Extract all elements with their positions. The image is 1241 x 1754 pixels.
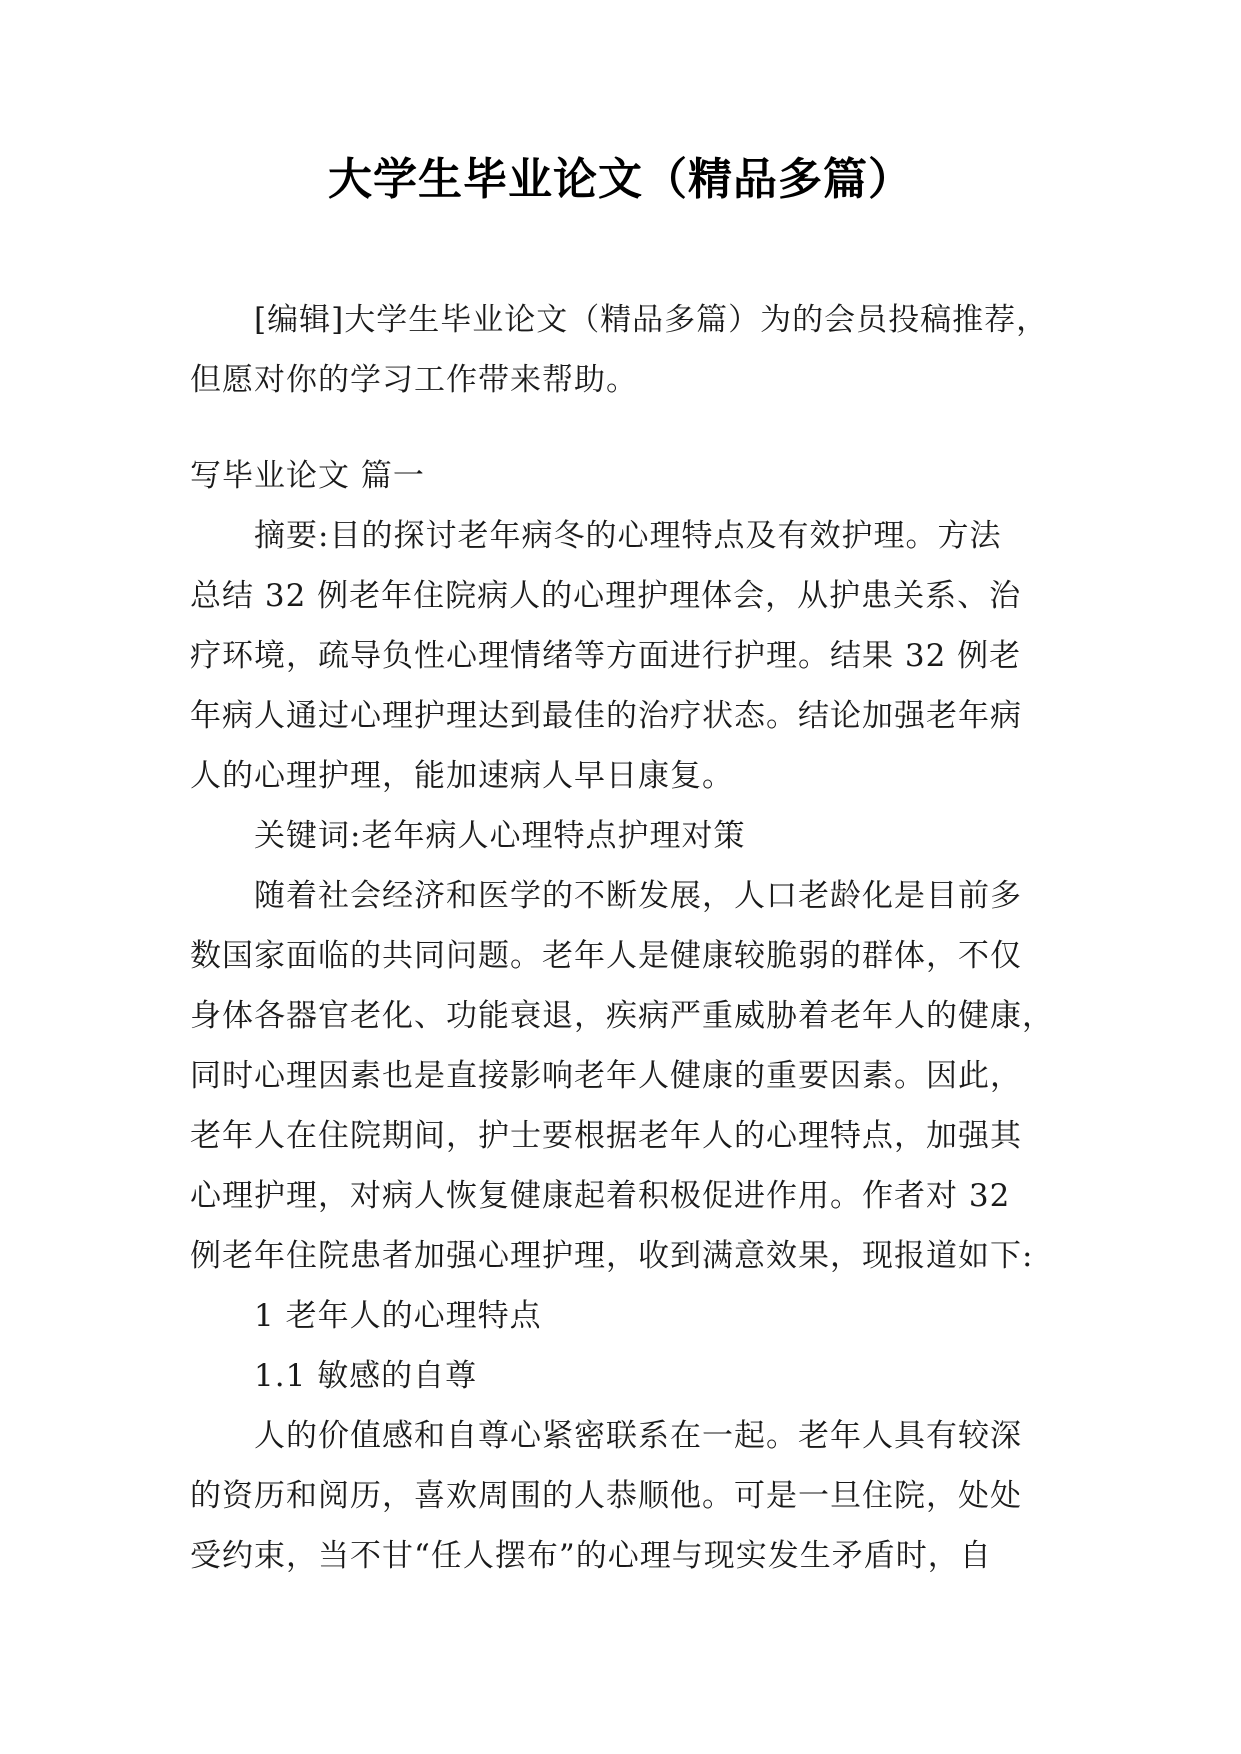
abstract-line: 人的心理护理，能加速病人早日康复。 [190,758,734,794]
heading-1: 1 老年人的心理特点 [254,1298,542,1334]
body-line: 的资历和阅历，喜欢周围的人恭顺他。可是一旦住院，处处 [190,1478,1022,1514]
intro-line: 但愿对你的学习工作带来帮助。 [190,362,638,398]
body-line: 同时心理因素也是直接影响老年人健康的重要因素。因此， [190,1058,1022,1094]
body-line: 人的价值感和自尊心紧密联系在一起。老年人具有较深 [254,1418,1022,1454]
body-line: 例老年住院患者加强心理护理，收到满意效果，现报道如下: [190,1238,1034,1274]
abstract-line: 疗环境，疏导负性心理情绪等方面进行护理。结果 32 例老 [190,638,1022,674]
document-title: 大学生毕业论文（精品多篇） [328,154,913,205]
abstract-line: 总结 32 例老年住院病人的心理护理体会，从护患关系、治 [190,578,1022,614]
keywords-line: 关键词:老年病人心理特点护理对策 [254,818,746,854]
document-body [190,290,1054,1586]
intro-line: [编辑]大学生毕业论文（精品多篇）为的会员投稿推荐， [254,302,1049,338]
abstract-line: 年病人通过心理护理达到最佳的治疗状态。结论加强老年病 [190,698,1022,734]
body-line: 心理护理，对病人恢复健康起着积极促进作用。作者对 32 [190,1178,1011,1214]
abstract-line: 摘要:目的探讨老年病冬的心理特点及有效护理。方法 [254,518,1002,554]
body-line: 受约束，当不甘“任人摆布”的心理与现实发生矛盾时，自 [190,1538,992,1574]
body-line: 身体各器官老化、功能衰退，疾病严重威胁着老年人的健康， [190,998,1054,1034]
heading-1-1: 1.1 敏感的自尊 [254,1358,478,1394]
body-line: 随着社会经济和医学的不断发展，人口老龄化是目前多 [254,878,1022,914]
body-line: 老年人在住院期间，护士要根据老年人的心理特点，加强其 [190,1118,1022,1154]
section-heading: 写毕业论文 篇一 [190,458,425,494]
body-line: 数国家面临的共同问题。老年人是健康较脆弱的群体，不仅 [190,938,1022,974]
